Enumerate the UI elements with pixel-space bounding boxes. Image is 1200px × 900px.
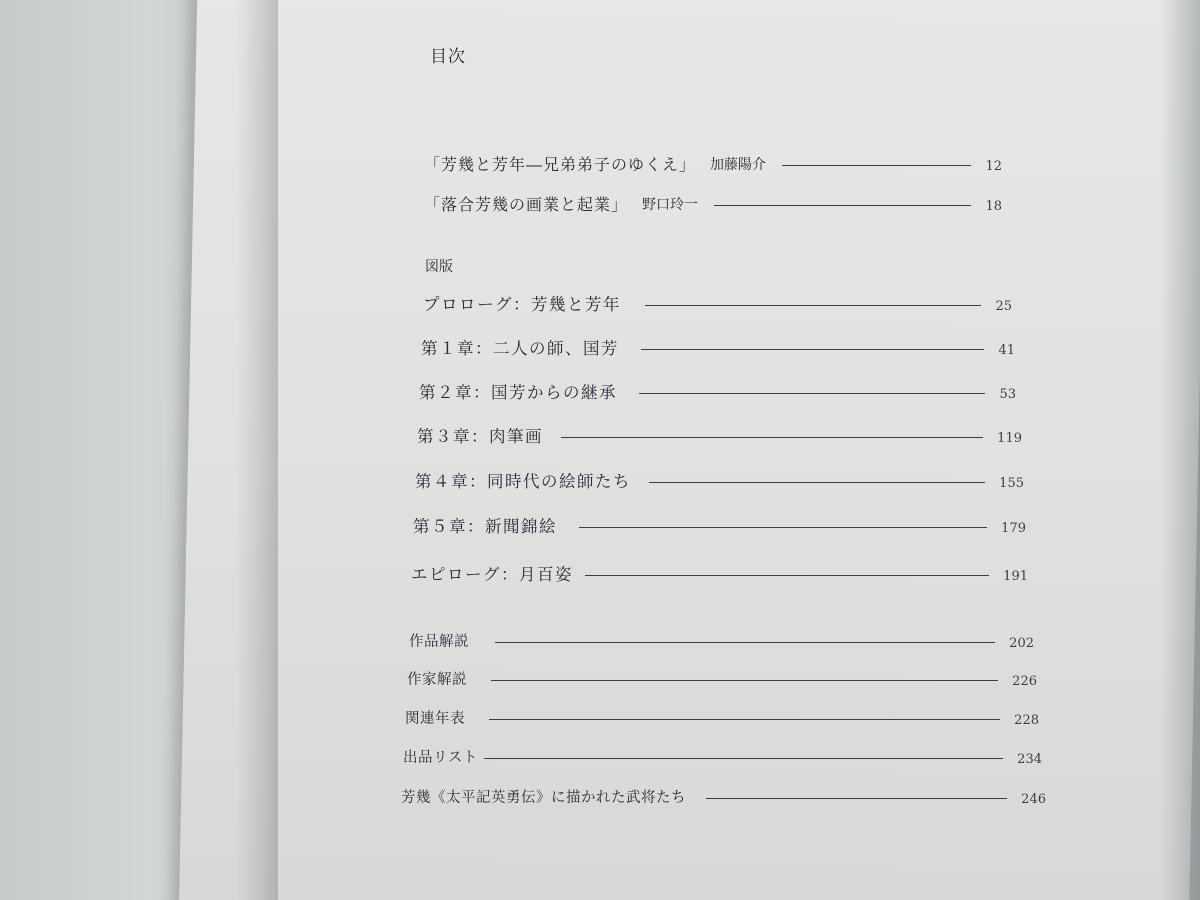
entry-title: 第３章：肉筆画 bbox=[417, 427, 543, 446]
leader-line bbox=[714, 205, 971, 206]
entry-title: 出品リスト bbox=[403, 750, 478, 766]
toc-entry-appendix bbox=[409, 630, 1034, 651]
entry-title: 「落合芳幾の画業と起業」 bbox=[424, 195, 629, 214]
leader-line bbox=[579, 527, 987, 528]
toc-entry-appendix bbox=[401, 786, 1046, 807]
toc-entry-chapter bbox=[411, 561, 1028, 585]
toc-entry-appendix bbox=[407, 668, 1037, 689]
page-number: 18 bbox=[985, 199, 1002, 214]
leader-line bbox=[645, 305, 981, 306]
leader-line bbox=[484, 758, 1003, 759]
leader-line bbox=[585, 575, 989, 576]
page-number: 12 bbox=[985, 159, 1002, 174]
leader-line bbox=[706, 798, 1007, 799]
entry-title: 作品解説 bbox=[409, 634, 469, 650]
leader-line bbox=[495, 642, 995, 643]
leader-line bbox=[489, 719, 1000, 720]
page-number: 53 bbox=[999, 386, 1016, 402]
toc-entry-chapter bbox=[421, 335, 1015, 359]
entry-title: 関連年表 bbox=[405, 711, 465, 727]
page-number: 246 bbox=[1021, 792, 1046, 807]
plates-heading: 図版 bbox=[425, 259, 453, 275]
page-number: 228 bbox=[1014, 713, 1039, 728]
entry-title: 作家解説 bbox=[407, 672, 467, 688]
toc-entry-chapter bbox=[423, 291, 1012, 315]
toc-entry-chapter bbox=[419, 379, 1016, 403]
leader-line bbox=[649, 482, 985, 483]
page-number: 41 bbox=[998, 342, 1015, 358]
toc-entry-appendix bbox=[403, 746, 1042, 767]
page-number: 226 bbox=[1012, 674, 1037, 689]
toc-entry-chapter bbox=[417, 423, 1022, 447]
entry-title: エピローグ：月百姿 bbox=[411, 565, 573, 584]
entry-title: 第５章：新聞錦絵 bbox=[413, 517, 557, 536]
page-number: 155 bbox=[999, 475, 1024, 491]
toc-entry-essay-2 bbox=[424, 192, 1002, 215]
leader-line bbox=[639, 393, 985, 394]
toc-entry-essay-1 bbox=[424, 152, 1002, 175]
entry-title: プロローグ：芳幾と芳年 bbox=[423, 295, 621, 314]
entry-author: 野口玲一 bbox=[642, 196, 699, 213]
toc-title: 目次 bbox=[430, 47, 466, 67]
toc-entry-chapter bbox=[413, 513, 1026, 537]
toc-entry-chapter bbox=[415, 468, 1024, 492]
entry-title: 「芳幾と芳年―兄弟弟子のゆくえ」 bbox=[424, 155, 697, 174]
entry-title: 第２章：国芳からの継承 bbox=[419, 383, 617, 402]
page-number: 25 bbox=[995, 298, 1012, 314]
page-number: 119 bbox=[997, 430, 1022, 446]
leader-line bbox=[782, 165, 971, 166]
page-number: 234 bbox=[1017, 752, 1042, 767]
entry-title: 第１章：二人の師、国芳 bbox=[421, 339, 619, 358]
page-number: 191 bbox=[1003, 568, 1028, 584]
entry-author: 加藤陽介 bbox=[710, 156, 767, 173]
entry-title: 芳幾《太平記英勇伝》に描かれた武将たち bbox=[401, 790, 686, 806]
toc-entry-appendix bbox=[405, 707, 1039, 728]
leader-line bbox=[641, 349, 984, 350]
entry-title: 第４章：同時代の絵師たち bbox=[415, 472, 631, 491]
page-number: 179 bbox=[1001, 520, 1026, 536]
leader-line bbox=[561, 437, 983, 438]
page-number: 202 bbox=[1009, 636, 1034, 651]
leader-line bbox=[491, 680, 998, 681]
